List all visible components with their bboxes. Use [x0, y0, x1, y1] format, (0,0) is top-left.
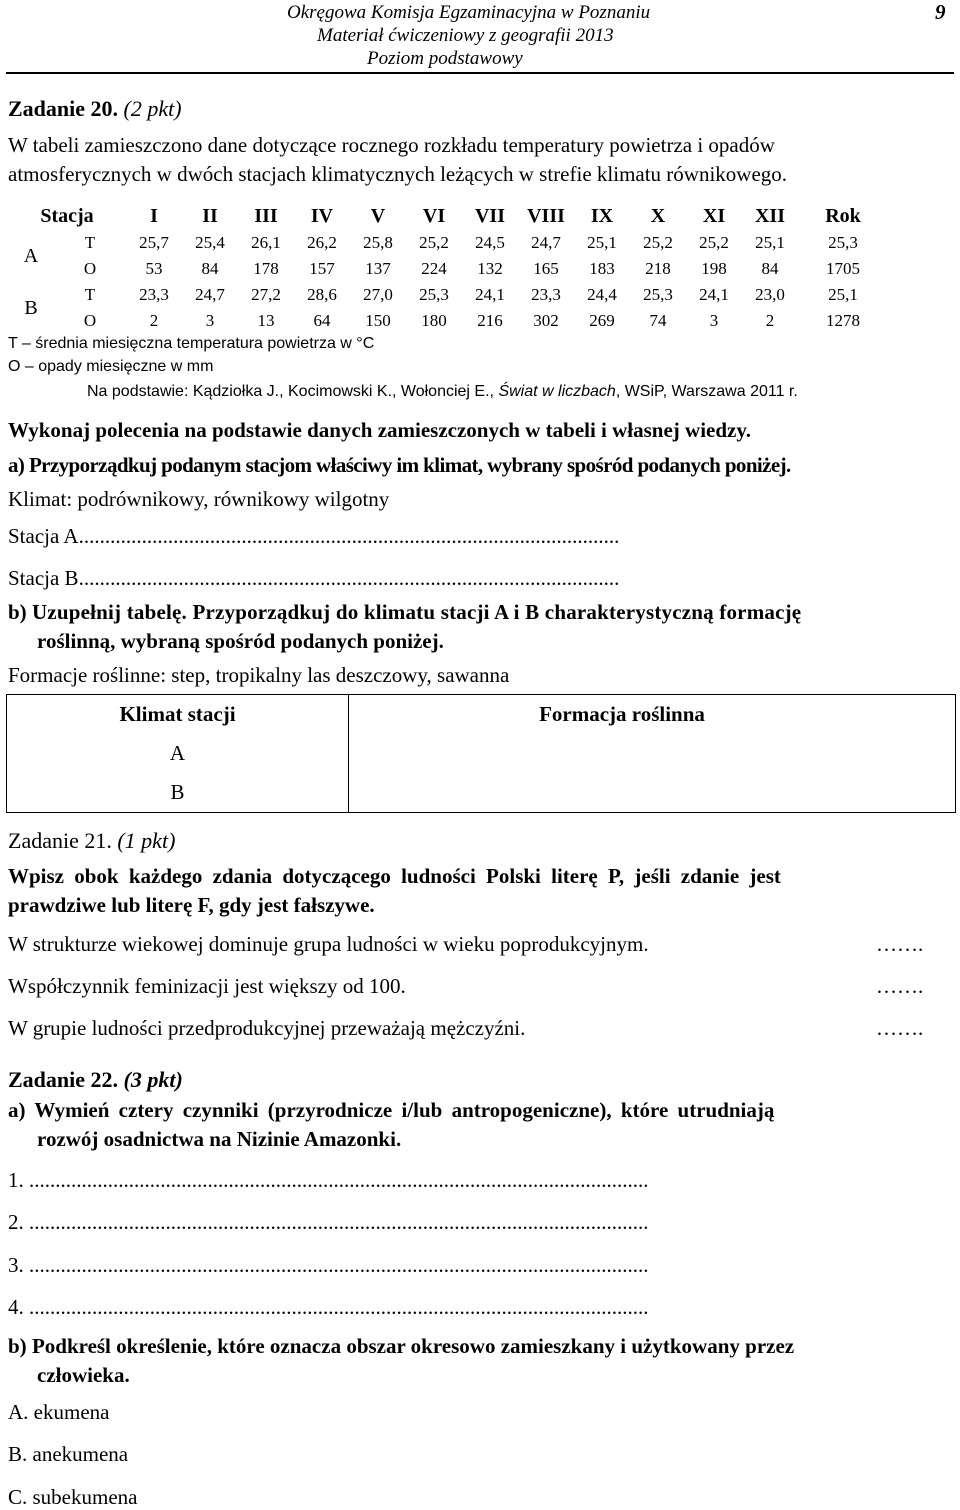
table-source [87, 383, 798, 401]
task21-title: Zadanie 21. [8, 828, 112, 853]
task20-heading [8, 96, 182, 122]
page-number: 9 [935, 0, 946, 24]
table-row [8, 308, 888, 334]
task20-instruction: Wykonaj polecenia na podstawie danych zamieszczonych w tabeli i własnej wiedzy. [8, 418, 751, 442]
table-cell: 25,2 [643, 233, 673, 252]
statement-text: Współczynnik feminizacji jest większy od 100. [8, 974, 406, 998]
task21-instruction-1: Wpisz obok każdego zdania dotyczącego ludności Polski literę P, jeśli zdanie jest [8, 864, 781, 888]
table-cell: 25,1 [828, 285, 858, 304]
station-label: A [23, 245, 39, 267]
table-cell: 24,5 [475, 233, 505, 252]
header-cell: V [370, 205, 386, 227]
table-cell: 180 [421, 311, 447, 330]
statement-blank[interactable]: ……. [876, 932, 924, 956]
header-cell: Stacja [40, 205, 94, 227]
task22-part-a-text-1: Wymień cztery czynniki (przyrodnicze i/lub antropogeniczne), które utrudniają [34, 1098, 775, 1122]
table-cell: 13 [257, 311, 275, 330]
table-cell: 28,6 [307, 285, 337, 304]
table-cell: 25,3 [419, 285, 449, 304]
answer-station-b[interactable]: Stacja B....................................................................................................... [8, 566, 620, 590]
legend-precipitation: O – opady miesięczne w mm [8, 358, 214, 375]
table-cell: 3 [709, 311, 719, 330]
table-cell: 216 [477, 311, 503, 330]
header-divider [6, 72, 954, 74]
table-cell: 27,2 [251, 285, 281, 304]
table-cell: 84 [201, 259, 219, 278]
part-b-text-2: roślinną, wybraną spośród podanych poniżej. [37, 629, 444, 653]
table-cell: 165 [533, 259, 559, 278]
table-cell: 1705 [826, 259, 860, 278]
formation-options: Formacje roślinne: step, tropikalny las deszczowy, sawanna [8, 663, 510, 687]
task20-part-a [8, 453, 791, 478]
task22-part-a-label: a) [8, 1098, 26, 1122]
task22-part-b-text-1: Podkreśl określenie, które oznacza obszar okresowo zamieszkany i użytkowany przez [31, 1334, 795, 1358]
task22-part-b-label: b) [8, 1334, 27, 1358]
source-suffix: , WSiP, Warszawa 2011 r. [615, 383, 798, 400]
option-anekumena[interactable]: B. anekumena [8, 1442, 129, 1466]
table-cell: 26,1 [251, 233, 281, 252]
task21-instruction-2: prawdziwe lub literę F, gdy jest fałszywe. [8, 893, 375, 917]
table-cell: 198 [701, 259, 727, 278]
table-cell: 1278 [826, 311, 860, 330]
table-cell: 23,0 [755, 285, 785, 304]
table-cell: 84 [761, 259, 779, 278]
row-a-answer[interactable] [349, 735, 956, 773]
table-cell: 74 [649, 311, 667, 330]
option-subekumena[interactable]: C. subekumena [8, 1485, 138, 1509]
task20-intro-2: atmosferycznych w dwóch stacjach klimatycznych leżących w strefie klimatu równikowego. [8, 162, 788, 186]
header-level: Poziom podstawowy [367, 48, 523, 69]
col-climate-header: Klimat stacji [7, 695, 349, 735]
answer-line[interactable]: 3. ...................................................................................................................... [8, 1253, 649, 1277]
climate-data-table [8, 202, 888, 334]
task22-part-b-text-2: człowieka. [37, 1363, 130, 1387]
table-cell: 26,2 [307, 233, 337, 252]
table-cell: 25,2 [419, 233, 449, 252]
table-cell: 178 [253, 259, 279, 278]
col-formation-header: Formacja roślinna [349, 695, 956, 735]
row-type: O [83, 311, 97, 330]
row-b-answer[interactable] [349, 773, 956, 813]
part-a-text: Przyporządkuj podanym stacjom właściwy im klimat, wybrany spośród podanych poniżej. [28, 453, 791, 477]
header-cell: I [150, 205, 158, 227]
table-cell: 25,1 [755, 233, 785, 252]
header-cell: X [650, 205, 666, 227]
task21-heading [8, 828, 175, 854]
table-cell: 218 [645, 259, 671, 278]
task22-points: (3 pkt) [123, 1067, 183, 1092]
table-row [8, 256, 888, 282]
table-cell: 224 [421, 259, 447, 278]
header-cell: Rok [825, 205, 861, 227]
row-b-label: B [7, 773, 349, 813]
header-cell: XI [702, 205, 726, 227]
table-cell: 269 [589, 311, 615, 330]
task22-title: Zadanie 22. [8, 1067, 119, 1092]
table-cell: 25,3 [828, 233, 858, 252]
table-cell: 24,1 [699, 285, 729, 304]
statement-text: W strukturze wiekowej dominuje grupa ludności w wieku poprodukcyjnym. [8, 932, 649, 956]
table-cell: 25,4 [195, 233, 225, 252]
table-cell: 23,3 [531, 285, 561, 304]
source-prefix: Na podstawie: Kądziołka J., Kocimowski K., Wołonciej E., [87, 383, 499, 400]
legend-temperature: T – średnia miesięczna temperatura powietrza w °C [8, 335, 375, 352]
table-cell: 132 [477, 259, 503, 278]
table-header-row [8, 202, 888, 230]
option-ekumena[interactable]: A. ekumena [8, 1400, 110, 1424]
header-cell: VIII [527, 205, 565, 227]
table-cell: 183 [589, 259, 615, 278]
task20-points: (2 pkt) [123, 96, 182, 121]
answer-line[interactable]: 4. ...................................................................................................................... [8, 1295, 649, 1319]
answer-station-a[interactable]: Stacja A....................................................................................................... [8, 524, 620, 548]
task20-title: Zadanie 20. [8, 96, 119, 121]
task20-intro-1: W tabeli zamieszczono dane dotyczące rocznego rozkładu temperatury powietrza i opadów [8, 133, 775, 157]
table-cell: 2 [765, 311, 775, 330]
row-a-label: A [7, 735, 349, 773]
task22-heading [8, 1067, 183, 1093]
task22-part-b [8, 1334, 794, 1359]
table-cell: 3 [205, 311, 215, 330]
header-cell: III [254, 205, 278, 227]
table-cell: 25,8 [363, 233, 393, 252]
table-cell: 25,3 [643, 285, 673, 304]
source-book-title: Świat w liczbach [498, 383, 616, 400]
header-cell: VII [474, 205, 505, 227]
header-cell: II [202, 205, 218, 227]
table-cell: 64 [313, 311, 331, 330]
header-cell: XII [754, 205, 785, 227]
task22-part-a-text-2: rozwój osadnictwa na Nizinie Amazonki. [37, 1127, 402, 1151]
answer-line[interactable]: 2. ...................................................................................................................... [8, 1210, 649, 1234]
table-cell: 25,2 [699, 233, 729, 252]
table-cell: 24,7 [195, 285, 225, 304]
climate-options: Klimat: podrównikowy, równikowy wilgotny [8, 487, 390, 511]
statement-blank[interactable]: ……. [876, 1016, 924, 1040]
table-cell: 25,7 [139, 233, 169, 252]
statement-blank[interactable]: ……. [876, 974, 924, 998]
task22-part-a [8, 1098, 774, 1123]
formation-table [6, 694, 956, 813]
table-cell: 23,3 [139, 285, 169, 304]
answer-line[interactable]: 1. ...................................................................................................................... [8, 1168, 649, 1192]
table-cell: 24,4 [587, 285, 617, 304]
table-cell: 302 [533, 311, 559, 330]
row-type: T [84, 285, 96, 304]
header-cell: IX [590, 205, 614, 227]
station-label: B [24, 297, 38, 319]
row-type: T [84, 233, 96, 252]
table-cell: 27,0 [363, 285, 393, 304]
part-b-text-1: Uzupełnij tabelę. Przyporządkuj do klimatu stacji A i B charakterystyczną formację [31, 600, 802, 624]
table-cell: 157 [309, 259, 335, 278]
table-row [8, 282, 888, 308]
table-cell: 24,7 [531, 233, 561, 252]
header-cell: IV [310, 205, 334, 227]
header-material: Materiał ćwiczeniowy z geografii 2013 [317, 25, 614, 46]
table-cell: 53 [145, 259, 163, 278]
table-row [8, 230, 888, 256]
table-cell: 25,1 [587, 233, 617, 252]
task20-part-b [8, 600, 801, 625]
table-cell: 24,1 [475, 285, 505, 304]
header-cell: VI [422, 205, 446, 227]
header-institution: Okręgowa Komisja Egzaminacyjna w Poznaniu [287, 2, 651, 23]
table-cell: 2 [149, 311, 159, 330]
part-b-label: b) [8, 600, 27, 624]
table-cell: 150 [365, 311, 391, 330]
table-cell: 137 [365, 259, 391, 278]
part-a-label: a) [8, 453, 25, 477]
statement-text: W grupie ludności przedprodukcyjnej przeważają mężczyźni. [8, 1016, 526, 1040]
task21-points: (1 pkt) [117, 828, 176, 853]
row-type: O [83, 259, 97, 278]
